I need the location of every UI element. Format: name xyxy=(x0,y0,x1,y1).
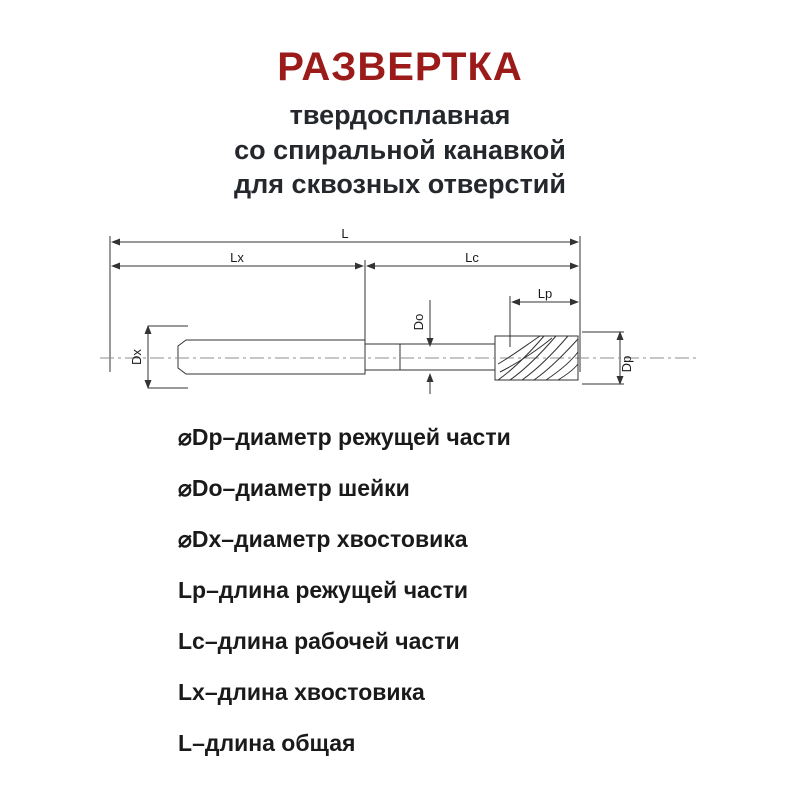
legend-separator: – xyxy=(192,730,205,756)
legend-separator: – xyxy=(221,526,235,552)
legend-separator: – xyxy=(222,424,236,450)
reamer-dimension-drawing xyxy=(100,222,700,422)
subtitle-line-1: твердосплавная xyxy=(289,100,511,130)
page-title: РАЗВЕРТКА xyxy=(277,45,523,89)
legend-description: длина общая xyxy=(204,730,356,756)
dimension-label-L: L xyxy=(341,226,349,241)
legend-description: длина рабочей части xyxy=(217,628,460,654)
list-item xyxy=(178,718,778,769)
list-item xyxy=(178,565,778,616)
legend-description: диаметр режущей части xyxy=(235,424,511,450)
list-item xyxy=(178,463,778,514)
page-subtitle xyxy=(0,98,800,202)
legend-description: диаметр хвостовика xyxy=(234,526,468,552)
subtitle-line-2: со спиральной канавкой xyxy=(234,134,566,165)
legend-description: длина хвостовика xyxy=(217,679,425,705)
list-item xyxy=(178,412,778,463)
legend-list xyxy=(178,412,778,769)
legend-description: длина режущей части xyxy=(218,577,469,603)
subtitle-line-3: для сквозных отверстий xyxy=(234,169,566,200)
legend-symbol: Lc xyxy=(178,628,205,654)
legend-symbol: ⌀Do xyxy=(178,475,223,501)
legend-separator: – xyxy=(204,679,218,705)
list-item xyxy=(178,667,778,718)
dimension-label-Lx: Lx xyxy=(230,250,244,265)
legend-symbol: Lp xyxy=(178,577,207,603)
legend-symbol: L xyxy=(178,730,193,756)
legend-separator: – xyxy=(204,628,218,654)
dimension-label-Dp: Dp xyxy=(619,355,634,373)
dimension-label-Do: Do xyxy=(411,313,426,331)
dimension-label-Dx: Dx xyxy=(129,349,144,365)
dimension-label-Lc: Lc xyxy=(465,250,479,265)
legend-symbol: Lx xyxy=(178,679,205,705)
legend-symbol: ⌀Dx xyxy=(178,526,222,552)
dimension-label-Lp: Lp xyxy=(537,286,553,301)
legend-separator: – xyxy=(206,577,219,603)
header xyxy=(0,46,800,202)
list-item xyxy=(178,514,778,565)
legend-separator: – xyxy=(222,475,236,501)
legend-symbol: ⌀Dp xyxy=(178,424,223,450)
legend-description: диаметр шейки xyxy=(235,475,410,501)
list-item xyxy=(178,616,778,667)
